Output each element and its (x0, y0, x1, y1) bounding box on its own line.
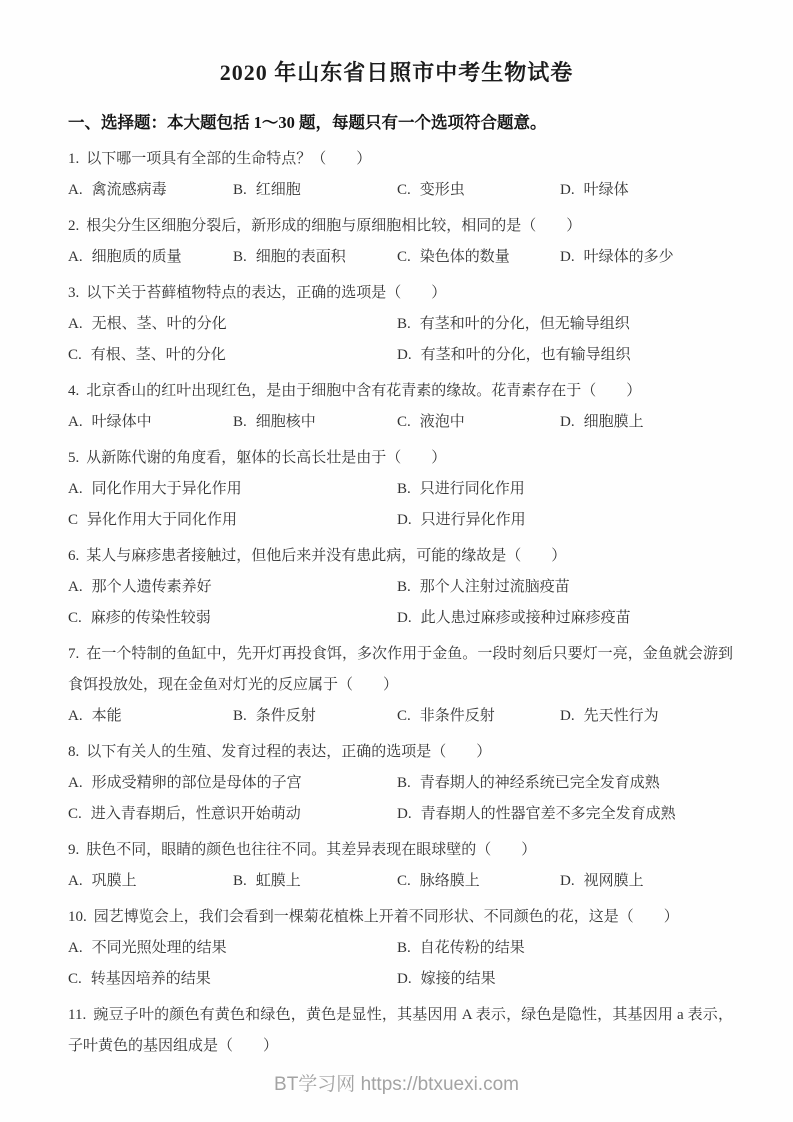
question-stem (68, 835, 733, 866)
option-text: 液泡中 (419, 414, 465, 430)
question-text: 以下有关人的生殖、发育过程的表达，正确的选项是（ ） (86, 744, 492, 760)
question-options (68, 474, 733, 536)
option-label: A. (68, 579, 83, 595)
question-text: 在一个特制的鱼缸中，先开灯再投食饵，多次作用于金鱼。一段时刻后只要灯一亮，金鱼就会游到食饵投放处，现在金鱼对灯光的反应属于（ ） (68, 646, 733, 693)
option-label: D. (397, 806, 412, 822)
option-b (233, 407, 397, 438)
option-label: B. (397, 579, 411, 595)
option-label: B. (397, 775, 411, 791)
question-3 (68, 278, 733, 371)
option-c (68, 340, 397, 371)
question-text: 园艺博览会上，我们会看到一棵菊花植株上开着不同形状、不同颜色的花，这是（ ） (93, 909, 679, 925)
option-label: C. (68, 347, 82, 363)
question-options (68, 407, 733, 438)
question-8 (68, 737, 733, 830)
option-text: 细胞的表面积 (255, 249, 346, 265)
option-c (397, 175, 560, 206)
option-a (68, 866, 233, 897)
option-text: 青春期人的性器官差不多完全发育成熟 (420, 806, 676, 822)
option-text: 不同光照处理的结果 (91, 940, 227, 956)
option-text: 细胞质的质量 (91, 249, 182, 265)
question-number: 1. (68, 151, 80, 167)
question-text: 根尖分生区细胞分裂后，新形成的细胞与原细胞相比较，相同的是（ ） (86, 218, 582, 234)
question-stem (68, 541, 733, 572)
option-label: D. (560, 708, 575, 724)
option-text: 巩膜上 (91, 873, 137, 889)
option-d (560, 866, 733, 897)
question-stem (68, 737, 733, 768)
option-text: 细胞膜上 (583, 414, 644, 430)
question-number: 9. (68, 842, 80, 858)
question-stem (68, 144, 733, 175)
option-c (397, 242, 560, 273)
question-options (68, 768, 733, 830)
question-5 (68, 443, 733, 536)
option-text: 有茎和叶的分化，也有输导组织 (420, 347, 631, 363)
option-d (397, 603, 733, 634)
option-text: 那个人注射过流脑疫苗 (419, 579, 570, 595)
question-options (68, 572, 733, 634)
option-text: 只进行异化作用 (420, 512, 526, 528)
question-2 (68, 211, 733, 273)
exam-content (0, 112, 793, 1062)
option-text: 脉络膜上 (419, 873, 480, 889)
option-label: C (68, 512, 79, 528)
option-label: D. (560, 182, 575, 198)
question-number: 3. (68, 285, 80, 301)
option-text: 细胞核中 (255, 414, 316, 430)
option-label: D. (397, 610, 412, 626)
question-number: 8. (68, 744, 80, 760)
section-header: 一、选择题：本大题包括 1～30 题，每题只有一个选项符合题意。 (68, 113, 547, 132)
option-label: A. (68, 414, 83, 430)
question-10 (68, 902, 733, 995)
option-text: 禽流感病毒 (91, 182, 167, 198)
question-text: 豌豆子叶的颜色有黄色和绿色，黄色是显性，其基因用 A 表示，绿色是隐性，其基因用 a 表示，子叶黄色的基因组成是（ ） (68, 1007, 733, 1054)
option-a (68, 242, 233, 273)
option-a (68, 407, 233, 438)
question-options (68, 933, 733, 995)
option-a (68, 309, 397, 340)
option-text: 有茎和叶的分化，但无输导组织 (419, 316, 630, 332)
option-label: B. (233, 182, 247, 198)
option-text: 视网膜上 (583, 873, 644, 889)
option-label: A. (68, 481, 83, 497)
option-text: 只进行同化作用 (419, 481, 525, 497)
option-b (397, 309, 733, 340)
option-b (397, 572, 733, 603)
option-d (560, 242, 733, 273)
option-text: 青春期人的神经系统已完全发育成熟 (419, 775, 660, 791)
option-text: 本能 (91, 708, 122, 724)
option-c (68, 799, 397, 830)
option-d (397, 799, 733, 830)
option-c (397, 866, 560, 897)
option-label: C. (68, 806, 82, 822)
option-label: B. (233, 249, 247, 265)
question-11 (68, 1000, 733, 1062)
option-label: C. (397, 249, 411, 265)
option-d (397, 340, 733, 371)
question-number: 4. (68, 383, 80, 399)
option-label: B. (233, 873, 247, 889)
option-a (68, 933, 397, 964)
watermark-footer: BT学习网 https://btxuexi.com (274, 1074, 519, 1095)
question-4 (68, 376, 733, 438)
option-a (68, 701, 233, 732)
option-label: D. (560, 249, 575, 265)
option-text: 条件反射 (255, 708, 316, 724)
option-text: 染色体的数量 (419, 249, 510, 265)
option-label: D. (397, 971, 412, 987)
question-number: 10. (68, 909, 87, 925)
option-label: A. (68, 182, 83, 198)
question-stem (68, 1000, 733, 1062)
option-text: 转基因培养的结果 (90, 971, 211, 987)
question-options (68, 866, 733, 897)
option-label: D. (560, 414, 575, 430)
option-text: 叶绿体中 (91, 414, 152, 430)
question-number: 11. (68, 1007, 87, 1023)
option-text: 同化作用大于异化作用 (91, 481, 242, 497)
option-text: 叶绿体的多少 (583, 249, 674, 265)
option-a (68, 768, 397, 799)
question-text: 肤色不同，眼睛的颜色也往往不同。其差异表现在眼球壁的（ ） (86, 842, 537, 858)
option-b (233, 866, 397, 897)
option-b (397, 933, 733, 964)
option-a (68, 175, 233, 206)
option-label: A. (68, 316, 83, 332)
option-label: A. (68, 873, 83, 889)
option-label: D. (397, 512, 412, 528)
question-9 (68, 835, 733, 897)
question-text: 以下哪一项具有全部的生命特点？（ ） (86, 151, 372, 167)
option-d (397, 964, 733, 995)
option-label: A. (68, 775, 83, 791)
option-b (397, 474, 733, 505)
option-text: 虹膜上 (255, 873, 301, 889)
option-text: 那个人遗传素养好 (91, 579, 212, 595)
option-label: A. (68, 249, 83, 265)
question-number: 5. (68, 450, 80, 466)
option-d (560, 407, 733, 438)
option-d (397, 505, 733, 536)
option-text: 自花传粉的结果 (419, 940, 525, 956)
question-stem (68, 639, 733, 701)
option-text: 非条件反射 (419, 708, 495, 724)
option-b (233, 175, 397, 206)
option-label: C. (397, 414, 411, 430)
option-text: 无根、茎、叶的分化 (91, 316, 227, 332)
option-label: C. (68, 610, 82, 626)
option-a (68, 572, 397, 603)
question-options (68, 701, 733, 732)
question-list (68, 144, 733, 1062)
question-1 (68, 144, 733, 206)
option-label: C. (397, 873, 411, 889)
question-options (68, 242, 733, 273)
option-d (560, 701, 733, 732)
option-text: 嫁接的结果 (420, 971, 496, 987)
option-c (397, 407, 560, 438)
option-text: 进入青春期后，性意识开始萌动 (90, 806, 301, 822)
question-stem (68, 278, 733, 309)
option-c (397, 701, 560, 732)
option-text: 叶绿体 (583, 182, 629, 198)
question-stem (68, 902, 733, 933)
option-label: B. (233, 414, 247, 430)
question-7 (68, 639, 733, 732)
option-d (560, 175, 733, 206)
option-label: A. (68, 708, 83, 724)
option-c (68, 964, 397, 995)
option-text: 异化作用大于同化作用 (87, 512, 238, 528)
option-c (68, 505, 397, 536)
option-b (397, 768, 733, 799)
option-text: 形成受精卵的部位是母体的子宫 (91, 775, 302, 791)
option-label: C. (68, 971, 82, 987)
question-options (68, 175, 733, 206)
page-title: 2020 年山东省日照市中考生物试卷 (219, 60, 574, 85)
question-6 (68, 541, 733, 634)
option-text: 有根、茎、叶的分化 (90, 347, 226, 363)
question-stem (68, 443, 733, 474)
option-label: B. (397, 940, 411, 956)
option-text: 红细胞 (255, 182, 301, 198)
option-a (68, 474, 397, 505)
question-stem (68, 211, 733, 242)
option-b (233, 242, 397, 273)
option-label: B. (397, 316, 411, 332)
question-text: 北京香山的红叶出现红色，是由于细胞中含有花青素的缘故。花青素存在于（ ） (86, 383, 642, 399)
question-text: 某人与麻疹患者接触过，但他后来并没有患此病，可能的缘故是（ ） (86, 548, 567, 564)
question-text: 以下关于苔藓植物特点的表达，正确的选项是（ ） (86, 285, 447, 301)
question-number: 6. (68, 548, 80, 564)
option-label: B. (233, 708, 247, 724)
question-number: 2. (68, 218, 80, 234)
option-label: A. (68, 940, 83, 956)
option-text: 此人患过麻疹或接种过麻疹疫苗 (420, 610, 631, 626)
option-label: B. (397, 481, 411, 497)
question-number: 7. (68, 646, 80, 662)
option-text: 变形虫 (419, 182, 465, 198)
question-stem (68, 376, 733, 407)
option-label: D. (560, 873, 575, 889)
question-options (68, 309, 733, 371)
option-text: 先天性行为 (583, 708, 659, 724)
option-label: C. (397, 708, 411, 724)
question-text: 从新陈代谢的角度看，躯体的长高长壮是由于（ ） (86, 450, 447, 466)
option-label: D. (397, 347, 412, 363)
option-c (68, 603, 397, 634)
option-text: 麻疹的传染性较弱 (90, 610, 211, 626)
option-label: C. (397, 182, 411, 198)
option-b (233, 701, 397, 732)
